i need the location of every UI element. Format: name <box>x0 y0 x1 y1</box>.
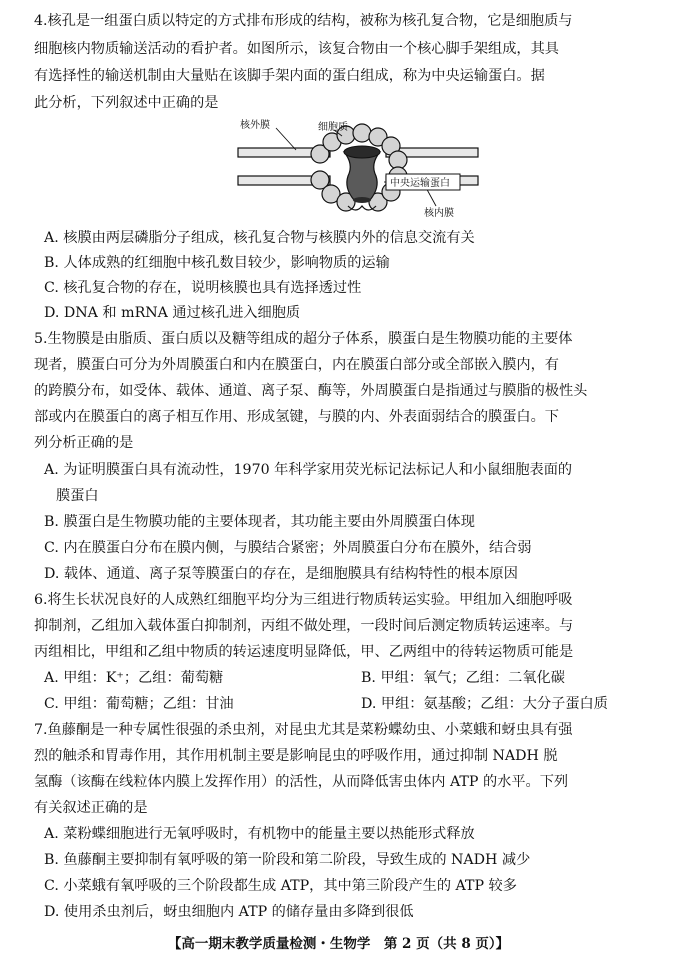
q6-option-c: C. 甲组：葡萄糖；乙组：甘油 <box>44 696 234 712</box>
q5-option-a: A. 为证明膜蛋白具有流动性，1970 年科学家用荧光标记法标记人和小鼠细胞表面的 <box>44 462 573 478</box>
q5-stem-line-5: 列分析正确的是 <box>34 435 134 451</box>
q5-option-c: C. 内在膜蛋白分布在膜内侧，与膜结合紧密；外周膜蛋白分布在膜外，结合弱 <box>44 540 532 556</box>
q6-stem-line-2: 抑制剂，乙组加入载体蛋白抑制剂，丙组不做处理，一段时间后测定物质转运速率。与 <box>34 618 574 634</box>
label-inner-membrane: 核内膜 <box>424 208 454 219</box>
q7-stem-line-3: 氢酶（该酶在线粒体内膜上发挥作用）的活性，从而降低害虫体内 ATP 的水平。下列 <box>34 774 569 790</box>
label-central-transport-protein: 中央运输蛋白 <box>390 178 450 189</box>
q4-stem-line-4: 此分析，下列叙述中正确的是 <box>34 95 219 111</box>
q5-stem-line-4: 部或内在膜蛋白的离子相互作用、形成氢键，与膜的内、外表面弱结合的膜蛋白。下 <box>34 409 559 425</box>
q7-stem-line-2: 烈的触杀和胃毒作用，其作用机制主要是影响昆虫的呼吸作用，通过抑制 NADH 脱 <box>34 748 558 764</box>
q7-option-b: B. 鱼藤酮主要抑制有氧呼吸的第一阶段和第二阶段，导致生成的 NADH 减少 <box>44 852 531 868</box>
q6-option-a: A. 甲组：K⁺；乙组：葡萄糖 <box>44 670 224 686</box>
q5-option-a-cont: 膜蛋白 <box>56 488 99 504</box>
q6-option-d: D. 甲组：氨基酸；乙组：大分子蛋白质 <box>361 696 608 712</box>
q4-stem-line-2: 细胞核内物质输送活动的看护者。如图所示，该复合物由一个核心脚手架组成，其具 <box>34 41 559 57</box>
q4-option-b: B. 人体成熟的红细胞中核孔数目较少，影响物质的运输 <box>44 255 390 271</box>
q4-option-a: A. 核膜由两层磷脂分子组成，核孔复合物与核膜内外的信息交流有关 <box>44 230 475 246</box>
nuclear-pore-complex-diagram <box>236 118 486 220</box>
label-cytoplasm: 细胞质 <box>318 122 348 133</box>
q7-option-d: D. 使用杀虫剂后，蚜虫细胞内 ATP 的储存量由多降到很低 <box>44 904 414 920</box>
q6-stem-line-1: 6.将生长状况良好的人成熟红细胞平均分为三组进行物质转运实验。甲组加入细胞呼吸 <box>34 592 573 608</box>
label-outer-membrane: 核外膜 <box>240 120 270 131</box>
q7-stem-line-1: 7.鱼藤酮是一种专属性很强的杀虫剂，对昆虫尤其是菜粉蝶幼虫、小菜蛾和蚜虫具有强 <box>34 722 573 738</box>
q5-stem-line-3: 的跨膜分布，如受体、载体、通道、离子泵、酶等，外周膜蛋白是指通过与膜脂的极性头 <box>34 383 588 399</box>
q5-stem-line-2: 现者，膜蛋白可分为外周膜蛋白和内在膜蛋白，内在膜蛋白部分或全部嵌入膜内，有 <box>34 357 559 373</box>
q5-stem-line-1: 5.生物膜是由脂质、蛋白质以及糖等组成的超分子体系，膜蛋白是生物膜功能的主要体 <box>34 331 573 347</box>
q4-stem-line-1: 4.核孔是一组蛋白质以特定的方式排布形成的结构，被称为核孔复合物，它是细胞质与 <box>34 13 573 29</box>
q7-stem-line-4: 有关叙述正确的是 <box>34 800 148 816</box>
q4-option-d: D. DNA 和 mRNA 通过核孔进入细胞质 <box>44 305 301 321</box>
q7-option-c: C. 小菜蛾有氧呼吸的三个阶段都生成 ATP，其中第三阶段产生的 ATP 较多 <box>44 878 517 894</box>
q5-option-d: D. 载体、通道、离子泵等膜蛋白的存在，是细胞膜具有结构特性的根本原因 <box>44 566 518 582</box>
q4-stem-line-3: 有选择性的输送机制由大量贴在该脚手架内面的蛋白组成，称为中央运输蛋白。据 <box>34 68 545 84</box>
q4-option-c: C. 核孔复合物的存在，说明核膜也具有选择透过性 <box>44 280 362 296</box>
q5-option-b: B. 膜蛋白是生物膜功能的主要体现者，其功能主要由外周膜蛋白体现 <box>44 514 475 530</box>
page-footer: 【高一期末教学质量检测・生物学 第 2 页（共 8 页）】 <box>167 936 510 952</box>
q6-stem-line-3: 丙组相比，甲组和乙组中物质的转运速度明显降低，甲、乙两组中的待转运物质可能是 <box>34 644 574 660</box>
q7-option-a: A. 菜粉蝶细胞进行无氧呼吸时，有机物中的能量主要以热能形式释放 <box>44 826 475 842</box>
q6-option-b: B. 甲组：氧气；乙组：二氧化碳 <box>361 670 565 686</box>
